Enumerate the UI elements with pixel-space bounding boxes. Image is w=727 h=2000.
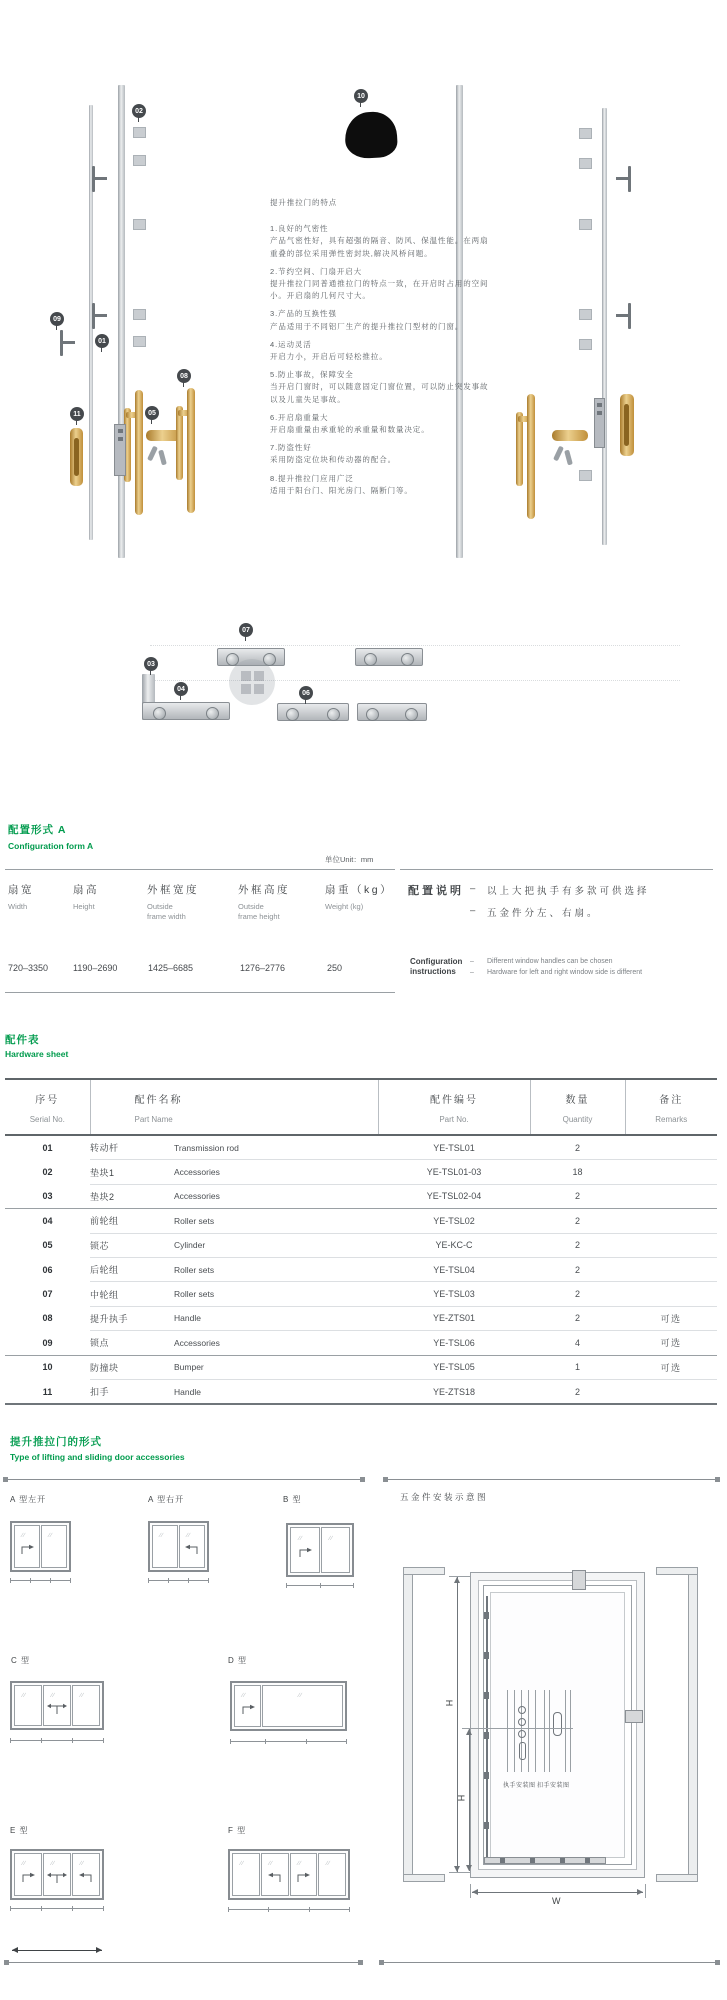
inset-line — [507, 1690, 508, 1772]
table-header-row — [5, 1079, 717, 1135]
config-value: 1190–2690 — [73, 963, 118, 973]
type-label-b: B 型 — [283, 1495, 302, 1504]
features-title: 提升推拉门的特点 — [270, 198, 338, 207]
config-note-title-en: Configuration instructions — [410, 957, 463, 976]
section-divider — [3, 1479, 365, 1480]
inset-screw — [518, 1706, 526, 1714]
dimension-line — [148, 1580, 209, 1581]
side-lock-block — [625, 1710, 643, 1723]
dim-h2-line — [469, 1729, 470, 1871]
inset-line — [549, 1690, 550, 1772]
inset-centerline — [463, 1728, 573, 1729]
unit-label: 单位Unit：mm — [325, 855, 374, 864]
window-pane: ∕∕ — [14, 1853, 42, 1896]
inset-caption-pull: 扣手安装图 — [537, 1783, 570, 1789]
dim-w-label: W — [552, 1896, 561, 1906]
track-profile-right — [688, 1567, 698, 1882]
config-col-zh: 扇重（kg） — [325, 884, 394, 896]
window-diagram-d — [230, 1681, 347, 1731]
table-row: 04 前轮组 Roller sets YE-TSL02 2 — [5, 1209, 717, 1233]
feature-body: 产品适用于不同铝厂生产的提升推拉门型材的门窗。 — [270, 321, 464, 331]
part-balloon-05: 05 — [145, 406, 159, 420]
feature-body: 产品气密性好，具有超强的隔音、防风、保温性能。在两扇重叠的部位采用弹性密封块,解决风桥问题。 — [270, 236, 489, 258]
col-serial: 序号 Serial No. — [5, 1079, 90, 1135]
window-pane: ∕∕ — [262, 1685, 343, 1727]
lock-cylinder — [552, 430, 588, 441]
inset-line — [570, 1690, 571, 1772]
spacer-pad — [579, 339, 592, 350]
key — [564, 450, 573, 466]
window-diagram-a-right — [148, 1521, 209, 1572]
window-pane: ∕∕ — [234, 1685, 261, 1727]
config-note-en — [470, 958, 715, 980]
inset-caption-handle: 执手安装图 — [503, 1783, 536, 1789]
col-qty: 数量 Quantity — [530, 1079, 625, 1135]
roller-set — [355, 648, 423, 666]
spacer-pad — [579, 309, 592, 320]
section-divider — [4, 1962, 363, 1963]
inset-line — [544, 1690, 545, 1772]
spacer-pad — [579, 158, 592, 169]
inset-line — [565, 1690, 566, 1772]
part-balloon-08: 08 — [177, 369, 191, 383]
config-value: 1276–2776 — [240, 963, 286, 973]
window-pane: ∕∕ — [290, 1853, 318, 1896]
note-bullet: – 五金件分左、右扇。 — [470, 905, 710, 919]
window-pane: ∕∕ — [261, 1853, 289, 1896]
table-row: 09 锁点 Accessories YE-TSL06 4 可选 — [5, 1331, 717, 1355]
config-col-en: Height — [73, 902, 95, 911]
part-balloon-01: 01 — [95, 334, 109, 348]
config-col-en: Outside frame width — [147, 902, 186, 921]
watermark-badge — [229, 659, 275, 705]
track-cap — [656, 1567, 698, 1575]
table-row: 11 扣手 Handle YE-ZTS18 2 — [5, 1379, 717, 1404]
window-pane: ∕∕ — [14, 1525, 40, 1568]
gear-strip-block — [484, 1652, 489, 1659]
dimension-line — [230, 1741, 347, 1742]
dimension-line — [10, 1740, 104, 1741]
dimension-line — [10, 1580, 71, 1581]
key — [147, 446, 158, 462]
spacer-pad — [133, 336, 146, 347]
table-row: 06 后轮组 Roller sets YE-TSL04 2 — [5, 1257, 717, 1281]
inset-screw — [518, 1730, 526, 1738]
note-bullet: – 以上大把执手有多款可供选择 — [470, 883, 710, 897]
dim-h2-label: H — [456, 1794, 467, 1802]
col-remarks: 备注 Remarks — [625, 1079, 717, 1135]
window-pane: ∕∕ — [43, 1853, 71, 1896]
lock-keeper — [92, 166, 95, 192]
feature-head: 2.节约空间、门扇开启大 — [270, 266, 363, 276]
config-value: 250 — [327, 963, 343, 973]
config-value: 1425–6685 — [148, 963, 194, 973]
spacer-pad — [133, 127, 146, 138]
config-title-en: Configuration form A — [8, 841, 94, 851]
feature-body: 适用于阳台门、阳光房门、隔断门等。 — [270, 485, 413, 495]
lock-body — [594, 398, 605, 448]
window-pane: ∕∕ — [72, 1685, 100, 1726]
lift-handle — [176, 388, 196, 513]
gear-strip-block — [484, 1692, 489, 1699]
slide-direction-arrow — [12, 1950, 102, 1951]
section-divider — [383, 1479, 720, 1480]
dim-h-line — [457, 1577, 458, 1872]
window-pane: ∕∕ — [41, 1525, 67, 1568]
feature-head: 5.防止事故，保障安全 — [270, 370, 354, 380]
hardware-title-en: Hardware sheet — [5, 1049, 69, 1059]
lift-handle — [124, 390, 144, 515]
lock-keeper — [60, 330, 63, 356]
part-balloon-09: 09 — [50, 312, 64, 326]
spacer-pad — [579, 219, 592, 230]
part-balloon-11: 11 — [70, 407, 84, 421]
table-row: 10 防撞块 Bumper YE-TSL05 1 可选 — [5, 1355, 717, 1379]
spacer-pad — [133, 309, 146, 320]
window-pane: ∕∕ — [318, 1853, 346, 1896]
inset-line — [514, 1690, 515, 1772]
lock-keeper — [92, 303, 95, 329]
track-cap — [403, 1874, 445, 1882]
type-label-c: C 型 — [11, 1656, 30, 1665]
roller-set — [142, 702, 230, 720]
dim-tick — [449, 1576, 471, 1577]
section-divider — [379, 1962, 720, 1963]
part-balloon-06: 06 — [299, 686, 313, 700]
part-balloon-10: 10 — [354, 89, 368, 103]
feature-head: 8.提升推拉门应用广泛 — [270, 473, 354, 483]
gear-strip-block — [484, 1612, 489, 1619]
note-bullet: – Hardware for left and right window side is different — [470, 969, 715, 976]
divider — [400, 869, 713, 870]
types-title-zh: 提升推拉门的形式 — [10, 1436, 102, 1448]
config-value: 720–3350 — [8, 963, 49, 973]
type-label-f: F 型 — [228, 1826, 247, 1835]
part-balloon-02: 02 — [132, 104, 146, 118]
roller-set — [277, 703, 349, 721]
window-pane: ∕∕ — [72, 1853, 100, 1896]
feature-body: 开启力小，开启后可轻松推拉。 — [270, 352, 388, 362]
config-col-zh: 外框高度 — [238, 884, 290, 896]
window-pane: ∕∕ — [179, 1525, 205, 1568]
window-pane: ∕∕ — [152, 1525, 178, 1568]
feature-head: 4.运动灵活 — [270, 339, 312, 349]
config-col-en: Width — [8, 902, 28, 911]
window-diagram-c — [10, 1681, 104, 1730]
key — [553, 446, 564, 462]
type-label-d: D 型 — [228, 1656, 247, 1665]
pull-handle — [620, 394, 634, 456]
dimension-line — [228, 1909, 350, 1910]
window-diagram-a-left — [10, 1521, 71, 1572]
roller-mark — [530, 1858, 535, 1863]
window-pane: ∕∕ — [43, 1685, 71, 1726]
track-cap — [656, 1874, 698, 1882]
roller-mark — [585, 1858, 590, 1863]
feature-body: 当开启门窗时，可以随意固定门窗位置，可以防止突发事故以及儿童失足事故。 — [270, 382, 489, 404]
config-col-zh: 扇宽 — [8, 884, 34, 896]
lock-body — [114, 424, 126, 476]
dimension-line — [286, 1585, 354, 1586]
window-diagram-b — [286, 1523, 354, 1577]
guide-dotted-line — [150, 645, 680, 646]
hardware-title-zh: 配件表 — [5, 1034, 40, 1046]
table-row: 08 提升执手 Handle YE-ZTS01 2 可选 — [5, 1306, 717, 1330]
roller-set — [357, 703, 427, 721]
inset-pull-slot — [553, 1712, 562, 1736]
gear-strip-block — [484, 1772, 489, 1779]
spacer-pad — [579, 470, 592, 481]
config-title-zh: 配置形式 A — [8, 824, 67, 836]
dim-tick — [645, 1884, 646, 1898]
dim-w-line — [472, 1892, 643, 1893]
col-part: 配件编号 Part No. — [378, 1079, 530, 1135]
top-guide-block — [572, 1570, 586, 1590]
track-profile-left — [403, 1567, 413, 1882]
feature-body: 采用防盗定位块和传动器的配合。 — [270, 455, 396, 465]
inset-screw — [518, 1718, 526, 1726]
config-col-zh: 外框宽度 — [147, 884, 199, 896]
config-col-zh: 扇高 — [73, 884, 99, 896]
gear-strip — [486, 1596, 488, 1858]
divider — [5, 992, 395, 993]
table-row: 01 转动杆 Transmission rod YE-TSL01 2 — [5, 1135, 717, 1160]
install-diagram-title: 五金件安装示意图 — [400, 1492, 489, 1502]
window-diagram-f — [228, 1849, 350, 1900]
table-row: 03 垫块2 Accessories YE-TSL02-04 2 — [5, 1184, 717, 1208]
dim-tick — [449, 1872, 471, 1873]
roller-mark — [560, 1858, 565, 1863]
inset-line — [535, 1690, 536, 1772]
window-pane: ∕∕ — [232, 1853, 260, 1896]
track-cap — [403, 1567, 445, 1575]
lift-handle — [516, 394, 536, 519]
note-bullet: – Different window handles can be chosen — [470, 958, 715, 965]
table-row: 07 中轮组 Roller sets YE-TSL03 2 — [5, 1282, 717, 1306]
part-balloon-07: 07 — [239, 623, 253, 637]
part-balloon-03: 03 — [144, 657, 158, 671]
config-note-title-zh: 配置说明 — [408, 885, 464, 897]
feature-head: 3.产品的互换性强 — [270, 309, 337, 319]
bumper-part-photo — [344, 111, 398, 160]
dim-h-label: H — [444, 1699, 455, 1707]
window-pane: ∕∕ — [290, 1527, 320, 1573]
window-diagram-e — [10, 1849, 104, 1900]
keeper-strip-right — [602, 108, 607, 545]
gear-strip-block — [484, 1732, 489, 1739]
type-label-e: E 型 — [10, 1826, 29, 1835]
type-label-a-left: A 型左开 — [10, 1495, 47, 1504]
dim-tick — [470, 1884, 471, 1898]
feature-head: 6.开启扇重量大 — [270, 412, 329, 422]
feature-head: 1.良好的气密性 — [270, 224, 329, 234]
feature-body: 开启扇重量由承重轮的承重量和数量决定。 — [270, 425, 430, 435]
inset-key — [519, 1742, 526, 1760]
spacer-pad — [579, 128, 592, 139]
types-title-en: Type of lifting and sliding door accessories — [10, 1452, 185, 1462]
part-balloon-04: 04 — [174, 682, 188, 696]
features-text — [270, 197, 489, 503]
config-col-en: Weight (kg) — [325, 902, 364, 911]
key — [158, 450, 167, 466]
pull-handle — [70, 428, 83, 486]
feature-head: 7.防盗性好 — [270, 443, 312, 453]
inset-line — [528, 1690, 529, 1772]
window-pane: ∕∕ — [321, 1527, 351, 1573]
divider — [5, 869, 395, 870]
hardware-table — [5, 1078, 717, 1405]
roller-mark — [500, 1858, 505, 1863]
col-name: 配件名称 Part Name — [90, 1079, 378, 1135]
spacer-pad — [133, 219, 146, 230]
config-note-zh — [470, 883, 710, 927]
dimension-line — [10, 1908, 104, 1909]
feature-body: 提升推拉门同普通推拉门的特点一致，在开启时占用的空间小。开启扇的几何尺寸大。 — [270, 279, 489, 301]
window-pane: ∕∕ — [14, 1685, 42, 1726]
table-row: 02 垫块1 Accessories YE-TSL01-03 18 — [5, 1160, 717, 1184]
table-row: 05 锁芯 Cylinder YE-KC-C 2 — [5, 1233, 717, 1257]
gear-strip-block — [484, 1822, 489, 1829]
config-col-en: Outside frame height — [238, 902, 280, 921]
type-label-a-right: A 型右开 — [148, 1495, 185, 1504]
spacer-pad — [133, 155, 146, 166]
